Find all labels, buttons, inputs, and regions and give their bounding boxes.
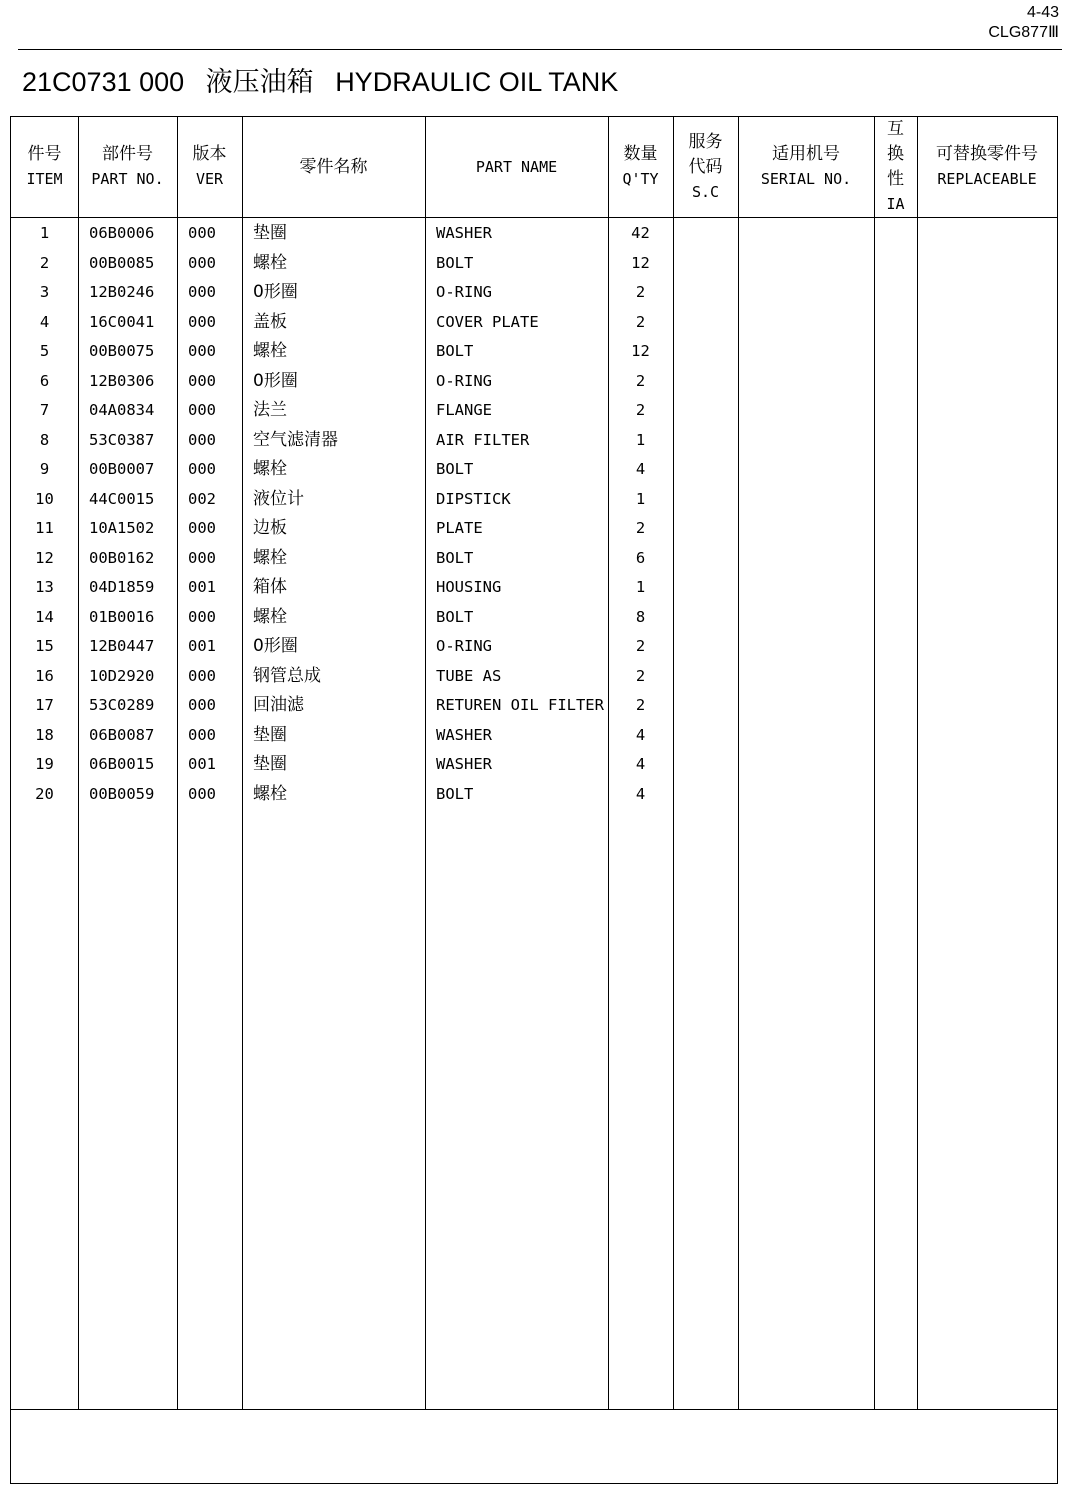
- page-title: [22, 62, 618, 102]
- cell-part-no: 10A1502: [89, 519, 155, 537]
- cell-ver: 002: [188, 489, 216, 508]
- cell-name-zh: 边板: [253, 518, 287, 538]
- cell-item: 8: [39, 430, 50, 449]
- header-item-en: ITEM: [26, 170, 63, 188]
- cell-item: 9: [39, 460, 50, 478]
- cell-item: 7: [39, 401, 50, 419]
- cell-qty: 1: [635, 489, 646, 508]
- cell-item: 3: [39, 283, 50, 301]
- header-ia-c2: 换: [887, 144, 904, 164]
- cell-item: 10: [35, 489, 54, 508]
- cell-ver: 000: [188, 725, 216, 744]
- cell-ver: 000: [188, 696, 216, 714]
- table-row: [11, 367, 1057, 397]
- cell-part-name: HOUSING: [436, 578, 502, 596]
- table-row: [11, 603, 1057, 633]
- cell-ver: 000: [188, 283, 216, 301]
- header-item: [11, 117, 78, 217]
- header-qty-en: Q'TY: [622, 170, 659, 188]
- cell-qty: 2: [635, 519, 646, 537]
- cell-part-name: DIPSTICK: [436, 489, 511, 508]
- cell-name-zh: 0形圈: [253, 636, 298, 656]
- page-number: 4-43: [1026, 4, 1059, 21]
- cell-item: 18: [35, 725, 54, 744]
- cell-part-name: PLATE: [436, 519, 483, 537]
- cell-part-no: 00B0007: [89, 460, 155, 478]
- table-row: [11, 485, 1057, 515]
- cell-ver: 000: [188, 401, 216, 419]
- cell-qty: 2: [635, 312, 646, 331]
- footer-divider: [11, 1409, 1057, 1410]
- cell-ver: 000: [188, 519, 216, 537]
- table-row: [11, 249, 1057, 279]
- header-sc-en: S.C: [691, 182, 720, 201]
- cell-item: 4: [39, 312, 50, 331]
- header-replaceable: [917, 117, 1057, 217]
- cell-item: 11: [35, 519, 54, 537]
- cell-qty: 12: [631, 342, 650, 360]
- header-ver-zh: 版本: [192, 144, 227, 164]
- cell-part-name: COVER PLATE: [436, 312, 539, 331]
- header-part-name-label: PART NAME: [475, 157, 558, 176]
- header-qty-zh: 数量: [623, 144, 658, 164]
- table-row: [11, 426, 1057, 456]
- cell-part-name: BOLT: [436, 784, 474, 803]
- cell-ver: 001: [188, 578, 216, 596]
- cell-name-zh: 螺栓: [253, 252, 287, 273]
- header-replaceable-zh: 可替换零件号: [936, 144, 1038, 164]
- cell-name-zh: 盖板: [253, 311, 287, 332]
- cell-part-name: WASHER: [436, 224, 492, 242]
- table-row: [11, 278, 1057, 308]
- header-ver: [177, 117, 242, 217]
- cell-qty: 1: [635, 430, 646, 449]
- header-part-no-en: PART NO.: [91, 170, 164, 188]
- cell-part-no: 01B0016: [89, 607, 155, 626]
- cell-part-no: 06B0087: [89, 725, 155, 744]
- header-name-zh-label: 零件名称: [299, 156, 368, 177]
- cell-ver: 000: [188, 342, 216, 360]
- cell-item: 14: [35, 607, 54, 626]
- header-serial: [738, 117, 874, 217]
- table-row: [11, 691, 1057, 721]
- cell-qty: 6: [635, 548, 646, 567]
- table-row: [11, 573, 1057, 603]
- header-ia-c1: 互: [887, 119, 904, 139]
- cell-qty: 4: [635, 725, 646, 744]
- cell-part-name: O-RING: [436, 637, 492, 655]
- header-rule: [18, 49, 1062, 50]
- header-name-zh: [242, 117, 425, 217]
- cell-qty: 2: [635, 283, 646, 301]
- table-row: [11, 308, 1057, 338]
- table-row: [11, 219, 1057, 249]
- cell-name-zh: 螺栓: [253, 606, 287, 627]
- cell-name-zh: 螺栓: [253, 547, 287, 568]
- cell-name-zh: 箱体: [253, 577, 287, 597]
- cell-part-name: O-RING: [436, 371, 492, 390]
- cell-qty: 2: [635, 401, 646, 419]
- cell-part-no: 12B0246: [89, 283, 155, 301]
- cell-part-no: 53C0387: [89, 430, 155, 449]
- cell-part-name: BOLT: [436, 607, 474, 626]
- cell-part-name: FLANGE: [436, 401, 492, 419]
- cell-item: 15: [35, 637, 54, 655]
- table-row: [11, 750, 1057, 780]
- table-row: [11, 780, 1057, 810]
- table-row: [11, 632, 1057, 662]
- header-item-zh: 件号: [27, 144, 62, 164]
- cell-part-no: 00B0085: [89, 253, 155, 272]
- cell-qty: 4: [635, 755, 646, 773]
- cell-part-name: O-RING: [436, 283, 492, 301]
- cell-ver: 000: [188, 430, 216, 449]
- cell-item: 6: [39, 371, 50, 390]
- cell-ver: 000: [188, 460, 216, 478]
- cell-part-no: 10D2920: [89, 666, 155, 685]
- cell-name-zh: 0形圈: [253, 370, 298, 391]
- cell-part-no: 00B0059: [89, 784, 155, 803]
- cell-ver: 000: [188, 607, 216, 626]
- cell-part-no: 12B0306: [89, 371, 155, 390]
- cell-part-name: BOLT: [436, 460, 474, 478]
- cell-qty: 2: [635, 371, 646, 390]
- cell-ver: 000: [188, 666, 216, 685]
- header-part-name: [425, 117, 608, 217]
- cell-qty: 42: [631, 224, 650, 242]
- cell-ver: 000: [188, 371, 216, 390]
- parts-table: [10, 116, 1058, 1484]
- cell-ver: 001: [188, 755, 216, 773]
- header-part-no-zh: 部件号: [102, 144, 153, 164]
- cell-item: 1: [39, 224, 50, 242]
- table-row: [11, 514, 1057, 544]
- header-sc: [673, 117, 738, 217]
- cell-name-zh: 垫圈: [253, 724, 287, 745]
- table-row: [11, 544, 1057, 574]
- cell-name-zh: 螺栓: [253, 783, 287, 804]
- cell-part-no: 00B0162: [89, 548, 155, 567]
- cell-ver: 000: [188, 784, 216, 803]
- cell-qty: 12: [631, 253, 650, 272]
- cell-item: 20: [35, 784, 54, 803]
- cell-ver: 000: [188, 224, 216, 242]
- cell-part-name: WASHER: [436, 725, 492, 744]
- cell-name-zh: 0形圈: [253, 282, 298, 302]
- cell-ver: 000: [188, 312, 216, 331]
- table-row: [11, 721, 1057, 751]
- header-serial-en: SERIAL NO.: [760, 170, 852, 188]
- cell-part-no: 12B0447: [89, 637, 155, 655]
- cell-item: 19: [35, 755, 54, 773]
- cell-part-name: WASHER: [436, 755, 492, 773]
- header-serial-zh: 适用机号: [772, 144, 840, 164]
- cell-item: 17: [35, 696, 54, 714]
- cell-name-zh: 螺栓: [253, 459, 287, 479]
- cell-ver: 000: [188, 253, 216, 272]
- cell-part-name: BOLT: [436, 253, 474, 272]
- header-ia: [874, 117, 917, 217]
- cell-name-zh: 回油滤: [253, 695, 304, 715]
- cell-part-no: 44C0015: [89, 489, 155, 508]
- header-sc-zh1: 服务: [688, 131, 723, 152]
- cell-item: 2: [39, 253, 50, 272]
- table-row: [11, 396, 1057, 426]
- cell-part-no: 53C0289: [89, 696, 155, 714]
- cell-ver: 000: [188, 548, 216, 567]
- header-part-no: [78, 117, 177, 217]
- page-header: [988, 3, 1059, 43]
- cell-qty: 2: [635, 637, 646, 655]
- header-ia-en: IA: [886, 195, 905, 213]
- cell-part-name: BOLT: [436, 342, 474, 360]
- cell-part-name: AIR FILTER: [436, 430, 530, 449]
- cell-name-zh: 螺栓: [253, 341, 287, 361]
- cell-part-name: TUBE AS: [436, 666, 502, 685]
- cell-qty: 8: [635, 607, 646, 626]
- cell-part-name: RETUREN OIL FILTER: [436, 696, 604, 714]
- cell-ver: 001: [188, 637, 216, 655]
- cell-name-zh: 法兰: [253, 400, 287, 420]
- cell-item: 5: [39, 342, 50, 360]
- cell-part-no: 06B0006: [89, 224, 155, 242]
- cell-name-zh: 液位计: [253, 488, 304, 509]
- model-code: CLG877Ⅲ: [988, 24, 1059, 41]
- header-ia-c3: 性: [887, 169, 904, 189]
- header-sc-zh2: 代码: [688, 156, 723, 177]
- cell-qty: 1: [635, 578, 646, 596]
- cell-item: 13: [35, 578, 54, 596]
- table-row: [11, 337, 1057, 367]
- table-row: [11, 455, 1057, 485]
- header-qty: [608, 117, 673, 217]
- cell-qty: 4: [635, 460, 646, 478]
- cell-part-no: 16C0041: [89, 312, 155, 331]
- cell-name-zh: 钢管总成: [253, 665, 321, 686]
- cell-part-no: 00B0075: [89, 342, 155, 360]
- cell-part-no: 04D1859: [89, 578, 155, 596]
- title-part-no: 21C0731 000: [22, 67, 185, 97]
- cell-qty: 2: [635, 696, 646, 714]
- cell-name-zh: 垫圈: [253, 223, 287, 243]
- cell-part-no: 04A0834: [89, 401, 155, 419]
- header-divider: [11, 217, 1057, 218]
- table-row: [11, 662, 1057, 692]
- cell-item: 12: [35, 548, 54, 567]
- header-ver-en: VER: [195, 170, 224, 188]
- title-name-zh: 液压油箱: [205, 67, 314, 97]
- header-replaceable-en: REPLACEABLE: [937, 170, 1037, 188]
- cell-name-zh: 垫圈: [253, 754, 287, 774]
- title-name-en: HYDRAULIC OIL TANK: [335, 67, 619, 97]
- cell-item: 16: [35, 666, 54, 685]
- cell-part-no: 06B0015: [89, 755, 155, 773]
- cell-name-zh: 空气滤清器: [253, 429, 338, 450]
- cell-qty: 4: [635, 784, 646, 803]
- cell-qty: 2: [635, 666, 646, 685]
- cell-part-name: BOLT: [436, 548, 474, 567]
